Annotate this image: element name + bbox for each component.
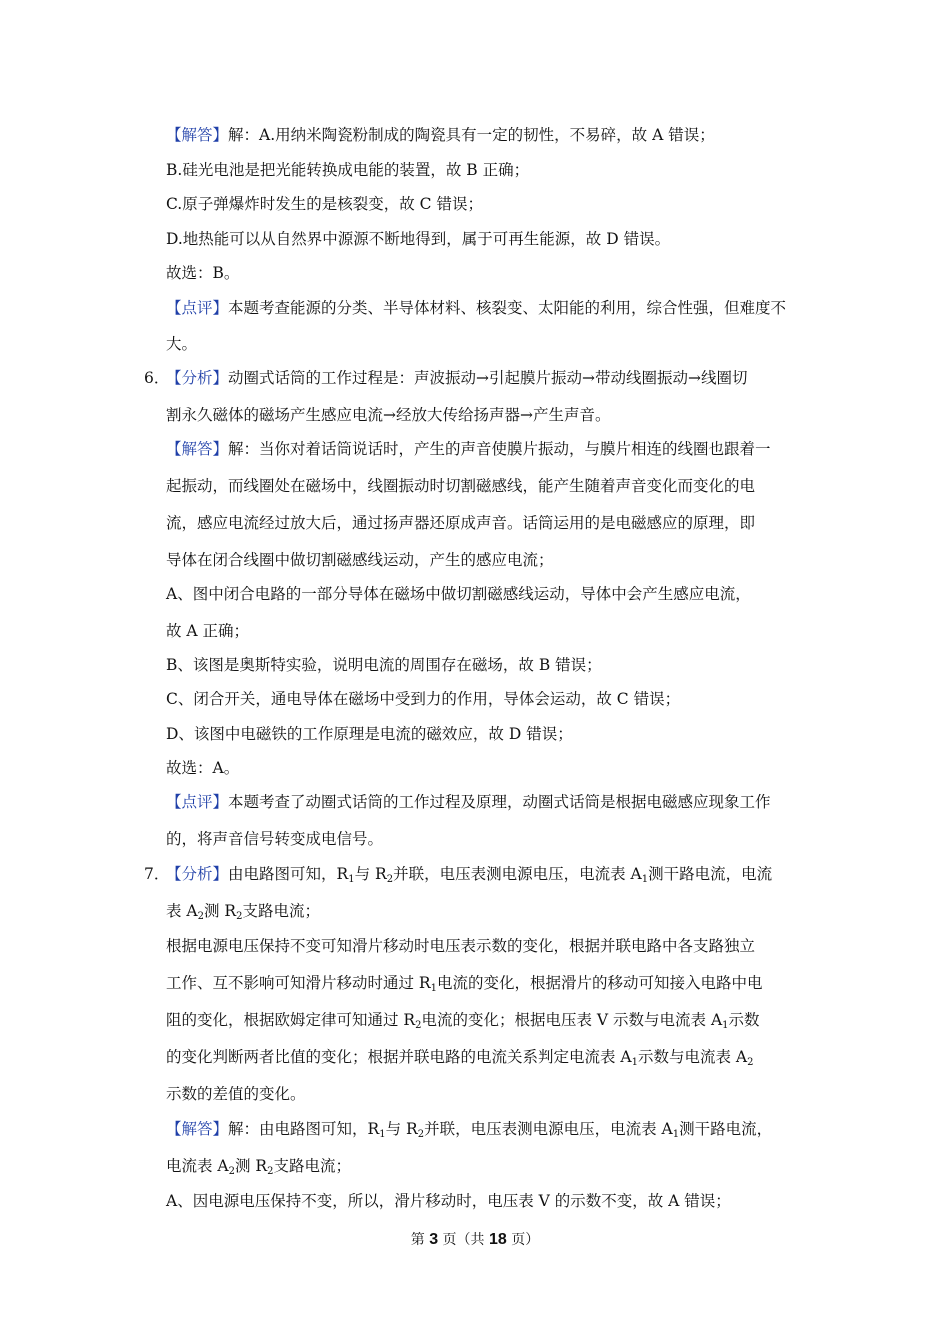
text-line: 示数的差值的变化。 [166, 1085, 306, 1103]
text-line: 导体在闭合线圈中做切割磁感线运动，产生的感应电流； [166, 551, 554, 569]
page-number: 3 [429, 1231, 439, 1248]
answer-line: 【解答】解：由电路图可知，$R_1$与 $R_2$并联，电压表测电源电压，电流表 $A_1$测干路电流， [166, 1120, 773, 1140]
review-line: 【点评】本题考查了动圈式话筒的工作过程及原理，动圈式话筒是根据电磁感应现象工作 [166, 793, 771, 811]
text-line: C.原子弹爆炸时发生的是核裂变，故 C 错误； [166, 195, 483, 213]
text-line: A、图中闭合电路的一部分导体在磁场中做切割磁感线运动，导体中会产生感应电流， [166, 585, 751, 603]
review-tag: 【点评】 [166, 299, 229, 317]
text-line: C、闭合开关，通电导体在磁场中受到力的作用，导体会运动，故 C 错误； [166, 690, 681, 708]
text-line: 工作、互不影响可知滑片移动时通过 $R_1$电流的变化，根据滑片的移动可知接入电路中电 [166, 974, 763, 994]
text-line: 起振动，而线圈处在磁场中，线圈振动时切割磁感线，能产生随着声音变化而变化的电 [166, 477, 756, 495]
review-tag: 【点评】 [166, 793, 229, 811]
text-line: D.地热能可以从自然界中源源不断地得到，属于可再生能源，故 D 错误。 [166, 230, 671, 248]
analysis-tag: 【分析】 [166, 369, 229, 387]
text-line: 表 $A_2$测 $R_2$支路电流； [166, 902, 320, 922]
text-line: 的变化判断两者比值的变化；根据并联电路的电流关系判定电流表 $A_1$示数与电流表 $A_2$ [166, 1048, 754, 1068]
answer-tag: 【解答】 [166, 126, 229, 144]
page-total: 18 [489, 1231, 507, 1248]
text-line: D、该图中电磁铁的工作原理是电流的磁效应，故 D 错误； [166, 725, 573, 743]
analysis-tag: 【分析】 [166, 865, 229, 883]
answer-line: 【解答】解：A.用纳米陶瓷粉制成的陶瓷具有一定的韧性，不易碎，故 A 错误； [166, 126, 715, 144]
text-line: 根据电源电压保持不变可知滑片移动时电压表示数的变化，根据并联电路中各支路独立 [166, 937, 756, 955]
text-line: 电流表 $A_2$测 $R_2$支路电流； [166, 1157, 351, 1177]
text-line: B.硅光电池是把光能转换成电能的装置，故 B 正确； [166, 161, 530, 179]
text-line: B、该图是奥斯特实验，说明电流的周围存在磁场，故 B 错误； [166, 656, 602, 674]
answer-tag: 【解答】 [166, 440, 229, 458]
review-line: 【点评】本题考查能源的分类、半导体材料、核裂变、太阳能的利用，综合性强，但难度不 [166, 299, 787, 317]
text-line: 大。 [166, 335, 198, 353]
answer-tag: 【解答】 [166, 1120, 229, 1138]
text-line: 故选：B。 [166, 264, 240, 282]
analysis-line: 【分析】动圈式话筒的工作过程是：声波振动→引起膜片振动→带动线圈振动→线圈切 [166, 369, 748, 387]
text-line: 故 A 正确； [166, 622, 250, 640]
question-number: 7． [144, 865, 170, 883]
text-line: 阻的变化，根据欧姆定律可知通过 $R_2$电流的变化；根据电压表 V 示数与电流表 $A_1$示数 [166, 1011, 760, 1031]
answer-line: 【解答】解：当你对着话筒说话时，产生的声音使膜片振动，与膜片相连的线圈也跟着一 [166, 440, 771, 458]
question-number: 6． [144, 369, 170, 387]
text-line: A、因电源电压保持不变，所以，滑片移动时，电压表 V 的示数不变，故 A 错误； [166, 1192, 731, 1210]
text-line: 割永久磁体的磁场产生感应电流→经放大传给扬声器→产生声音。 [166, 406, 611, 424]
page-footer: 第 3 页（共 18 页） [410, 1231, 540, 1248]
text-line: 流，感应电流经过放大后，通过扬声器还原成声音。话筒运用的是电磁感应的原理，即 [166, 514, 756, 532]
analysis-line: 【分析】由电路图可知，$R_1$与 $R_2$并联，电压表测电源电压，电流表 $A_1$测干路电流，电流 [166, 865, 773, 885]
text-line: 故选：A。 [166, 759, 240, 777]
text-line: 的，将声音信号转变成电信号。 [166, 830, 384, 848]
